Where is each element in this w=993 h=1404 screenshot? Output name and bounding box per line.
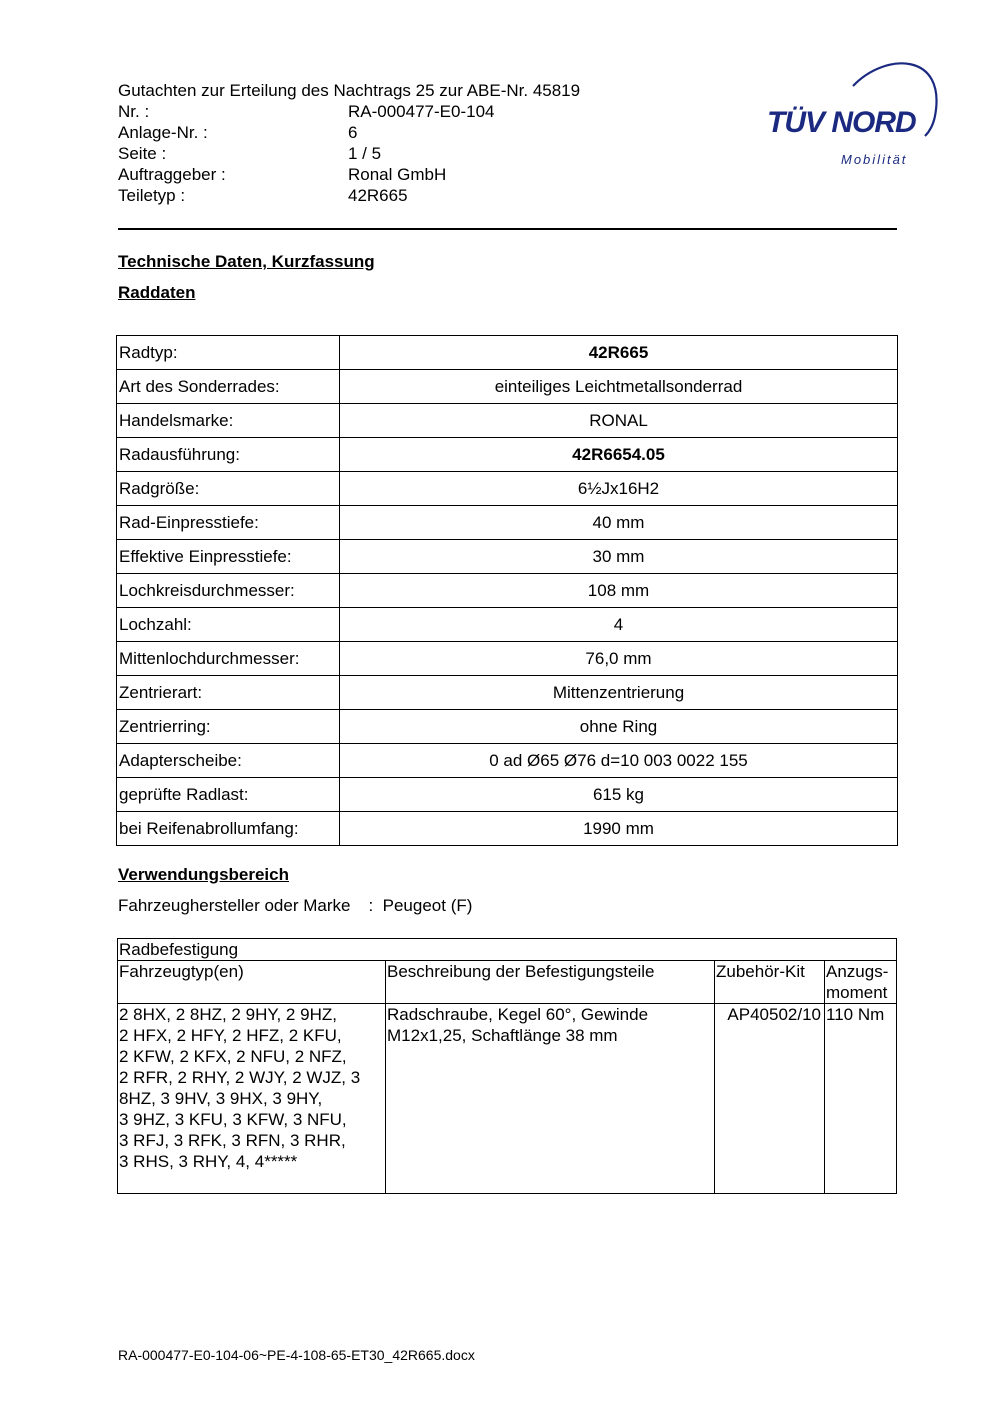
report-title: Gutachten zur Erteilung des Nachtrags 25 zur ABE-Nr. 45819 (118, 81, 581, 100)
raddaten-label: Lochzahl: (117, 608, 340, 642)
cell-zubehoer-kit: AP40502/10 (715, 1004, 825, 1194)
raddaten-label: Mittenlochdurchmesser: (117, 642, 340, 676)
raddaten-label: geprüfte Radlast: (117, 778, 340, 812)
raddaten-value: 30 mm (340, 540, 898, 574)
raddaten-label: Radausführung: (117, 438, 340, 472)
raddaten-label: Effektive Einpresstiefe: (117, 540, 340, 574)
befestigung-header-row (118, 961, 897, 1004)
cell-beschreibung: Radschraube, Kegel 60°, Gewinde M12x1,25, Schaftlänge 38 mm (386, 1004, 715, 1194)
raddaten-value: einteiliges Leichtmetallsonderrad (340, 370, 898, 404)
footer-filename: RA-000477-E0-104-06~PE-4-108-65-ET30_42R665.docx (118, 1347, 475, 1363)
raddaten-value: 4 (340, 608, 898, 642)
raddaten-label: Zentrierart: (117, 676, 340, 710)
raddaten-row (117, 710, 898, 744)
field-label-nr: Nr. : (118, 102, 150, 121)
raddaten-row (117, 778, 898, 812)
raddaten-row (117, 370, 898, 404)
section-title: Technische Daten, Kurzfassung (118, 252, 375, 271)
raddaten-row (117, 540, 898, 574)
raddaten-label: Radtyp: (117, 336, 340, 370)
befestigung-table (117, 938, 897, 1194)
raddaten-label: Adapterscheibe: (117, 744, 340, 778)
section-subtitle: Raddaten (118, 283, 196, 302)
raddaten-row (117, 438, 898, 472)
tuv-nord-logo (765, 58, 945, 173)
raddaten-row (117, 642, 898, 676)
field-label-auftraggeber: Auftraggeber : (118, 165, 226, 184)
raddaten-row (117, 676, 898, 710)
raddaten-row (117, 336, 898, 370)
logo-sub: Mobilität (841, 152, 908, 167)
field-value-seite: 1 / 5 (348, 144, 382, 163)
header-divider (118, 228, 897, 230)
raddaten-row (117, 608, 898, 642)
manufacturer-value: Peugeot (F) (382, 896, 473, 915)
raddaten-value: 6½Jx16H2 (340, 472, 898, 506)
raddaten-value: 40 mm (340, 506, 898, 540)
field-value-nr: RA-000477-E0-104 (348, 102, 495, 121)
cell-fahrzeugtypen: 2 8HX, 2 8HZ, 2 9HY, 2 9HZ, 2 HFX, 2 HFY, 2 HFZ, 2 KFU, 2 KFW, 2 KFX, 2 NFU, 2 NFZ, 2 RFR, 2 RHY, 2 WJY, 2 WJZ, 3 8HZ, 3 9HV, 3 9HX, 3 9HY, 3 9HZ, 3 KFU, 3 KFW, 3 NFU, 3 RFJ, 3 RFK, 3 RFN, 3 RHR, 3 RHS, 3 RHY, 4, 4***** (118, 1004, 386, 1194)
raddaten-value: 76,0 mm (340, 642, 898, 676)
raddaten-label: bei Reifenabrollumfang: (117, 812, 340, 846)
cell-anzugsmoment: 110 Nm (825, 1004, 897, 1194)
raddaten-value: 108 mm (340, 574, 898, 608)
raddaten-row (117, 506, 898, 540)
raddaten-row (117, 744, 898, 778)
raddaten-label: Lochkreisdurchmesser: (117, 574, 340, 608)
raddaten-value: RONAL (340, 404, 898, 438)
header-fahrzeugtyp: Fahrzeugtyp(en) (118, 961, 386, 1004)
befestigung-caption: Radbefestigung (118, 939, 897, 961)
raddaten-value: Mittenzentrierung (340, 676, 898, 710)
raddaten-value: ohne Ring (340, 710, 898, 744)
raddaten-value: 1990 mm (340, 812, 898, 846)
raddaten-row (117, 812, 898, 846)
raddaten-value: 0 ad Ø65 Ø76 d=10 003 0022 155 (340, 744, 898, 778)
raddaten-label: Art des Sonderrades: (117, 370, 340, 404)
header-beschreibung: Beschreibung der Befestigungsteile (386, 961, 715, 1004)
field-value-teiletyp: 42R665 (348, 186, 408, 205)
manufacturer-line (118, 896, 472, 916)
raddaten-value: 42R6654.05 (340, 438, 898, 472)
field-label-anlage: Anlage-Nr. : (118, 123, 208, 142)
field-label-teiletyp: Teiletyp : (118, 186, 186, 205)
header-zubehoer: Zubehör-Kit (715, 961, 825, 1004)
befestigung-caption-row (118, 939, 897, 961)
manufacturer-sep: : (368, 896, 374, 915)
raddaten-label: Handelsmarke: (117, 404, 340, 438)
raddaten-table (116, 335, 898, 846)
verwendung-title: Verwendungsbereich (118, 865, 289, 884)
field-value-anlage: 6 (348, 123, 358, 142)
raddaten-value: 615 kg (340, 778, 898, 812)
field-value-auftraggeber: Ronal GmbH (348, 165, 447, 184)
manufacturer-label: Fahrzeughersteller oder Marke (118, 896, 351, 915)
field-label-seite: Seite : (118, 144, 167, 163)
raddaten-row (117, 472, 898, 506)
raddaten-value: 42R665 (340, 336, 898, 370)
raddaten-label: Zentrierring: (117, 710, 340, 744)
raddaten-row (117, 404, 898, 438)
befestigung-data-row (118, 1004, 897, 1194)
logo-brand: TÜV NORD (767, 106, 916, 139)
raddaten-row (117, 574, 898, 608)
header-anzugsmoment: Anzugs- moment (825, 961, 897, 1004)
raddaten-label: Radgröße: (117, 472, 340, 506)
raddaten-label: Rad-Einpresstiefe: (117, 506, 340, 540)
